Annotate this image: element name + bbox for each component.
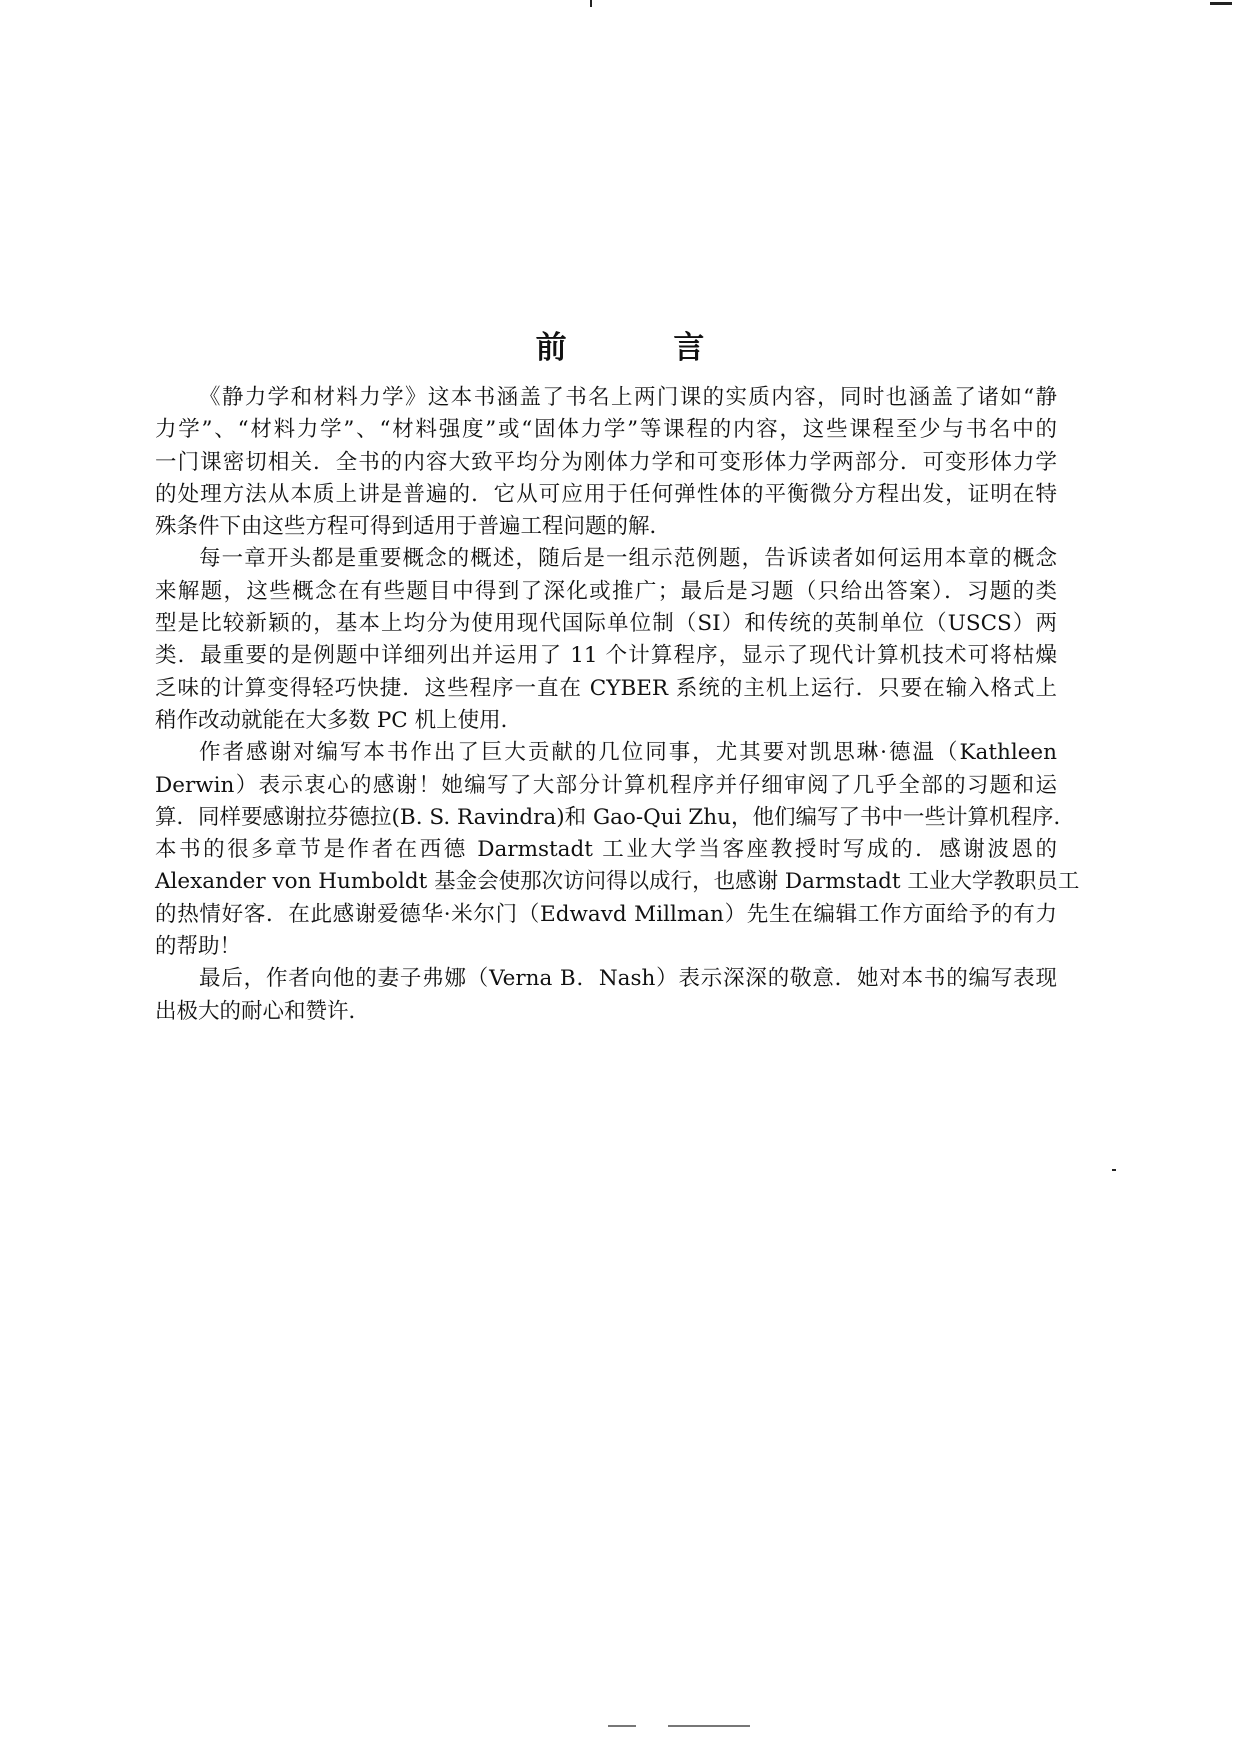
text-line: 殊条件下由这些方程可得到适用于普遍工程问题的解． bbox=[155, 514, 672, 540]
text-line: 的帮助！ bbox=[155, 934, 242, 960]
text-line: 出极大的耐心和赞许． bbox=[155, 998, 371, 1024]
text-line: 乏味的计算变得轻巧快捷．这些程序一直在 CYBER 系统的主机上运行．只要在输入格式上 bbox=[155, 675, 1057, 701]
page-title: 前 言 bbox=[535, 330, 753, 366]
text-line: 每一章开头都是重要概念的概述，随后是一组示范例题，告诉读者如何运用本章的概念 bbox=[199, 546, 1057, 572]
paragraph bbox=[155, 963, 1057, 1028]
text-line: 本书的很多章节是作者在西德 Darmstadt 工业大学当客座教授时写成的．感谢波恩的 bbox=[155, 837, 1057, 863]
text-line: 算．同样要感谢拉芬德拉(B. S. Ravindra)和 Gao-Qui Zhu，他们编写了书中一些计算机程序． bbox=[155, 804, 1075, 830]
text-line: 最后，作者向他的妻子弗娜（Verna B．Nash）表示深深的敬意．她对本书的编写表现 bbox=[199, 966, 1057, 992]
text-line: Alexander von Humboldt 基金会使那次访问得以成行，也感谢 Darmstadt 工业大学教职员工 bbox=[155, 869, 1080, 895]
paragraph bbox=[155, 543, 1057, 737]
text-line: 来解题，这些概念在有些题目中得到了深化或推广；最后是习题（只给出答案）．习题的类 bbox=[155, 578, 1057, 604]
text-line: 的热情好客．在此感谢爱德华·米尔门（Edwavd Millman）先生在编辑工作方面给予的有力 bbox=[155, 901, 1057, 927]
text-line: 型是比较新颖的，基本上均分为使用现代国际单位制（SI）和传统的英制单位（USCS）两 bbox=[155, 611, 1057, 637]
text-line: 类．最重要的是例题中详细列出并运用了 11 个计算程序，显示了现代计算机技术可将枯燥 bbox=[155, 643, 1057, 669]
text-line: 的处理方法从本质上讲是普遍的．它从可应用于任何弹性体的平衡微分方程出发，证明在特 bbox=[155, 481, 1057, 507]
text-line: 作者感谢对编写本书作出了巨大贡献的几位同事，尤其要对凯思琳·德温（Kathleen bbox=[199, 740, 1057, 766]
scan-mark bbox=[1112, 1169, 1116, 1171]
paragraph bbox=[155, 382, 1057, 543]
text-line: 稍作改动就能在大多数 PC 机上使用． bbox=[155, 707, 523, 733]
text-line: 《静力学和材料力学》这本书涵盖了书名上两门课的实质内容，同时也涵盖了诸如“静 bbox=[199, 385, 1057, 410]
scan-mark bbox=[1210, 2, 1232, 5]
text-line: Derwin）表示衷心的感谢！她编写了大部分计算机程序并仔细审阅了几乎全部的习题和运 bbox=[155, 772, 1057, 798]
scan-mark bbox=[608, 1725, 636, 1727]
paragraph bbox=[155, 737, 1080, 963]
preface-body bbox=[155, 382, 1080, 1028]
scan-mark bbox=[590, 0, 592, 7]
text-line: 一门课密切相关．全书的内容大致平均分为刚体力学和可变形体力学两部分．可变形体力学 bbox=[155, 449, 1057, 475]
scan-mark bbox=[668, 1725, 750, 1727]
text-line: 力学”、“材料力学”、“材料强度”或“固体力学”等课程的内容，这些课程至少与书名中的 bbox=[155, 417, 1057, 443]
